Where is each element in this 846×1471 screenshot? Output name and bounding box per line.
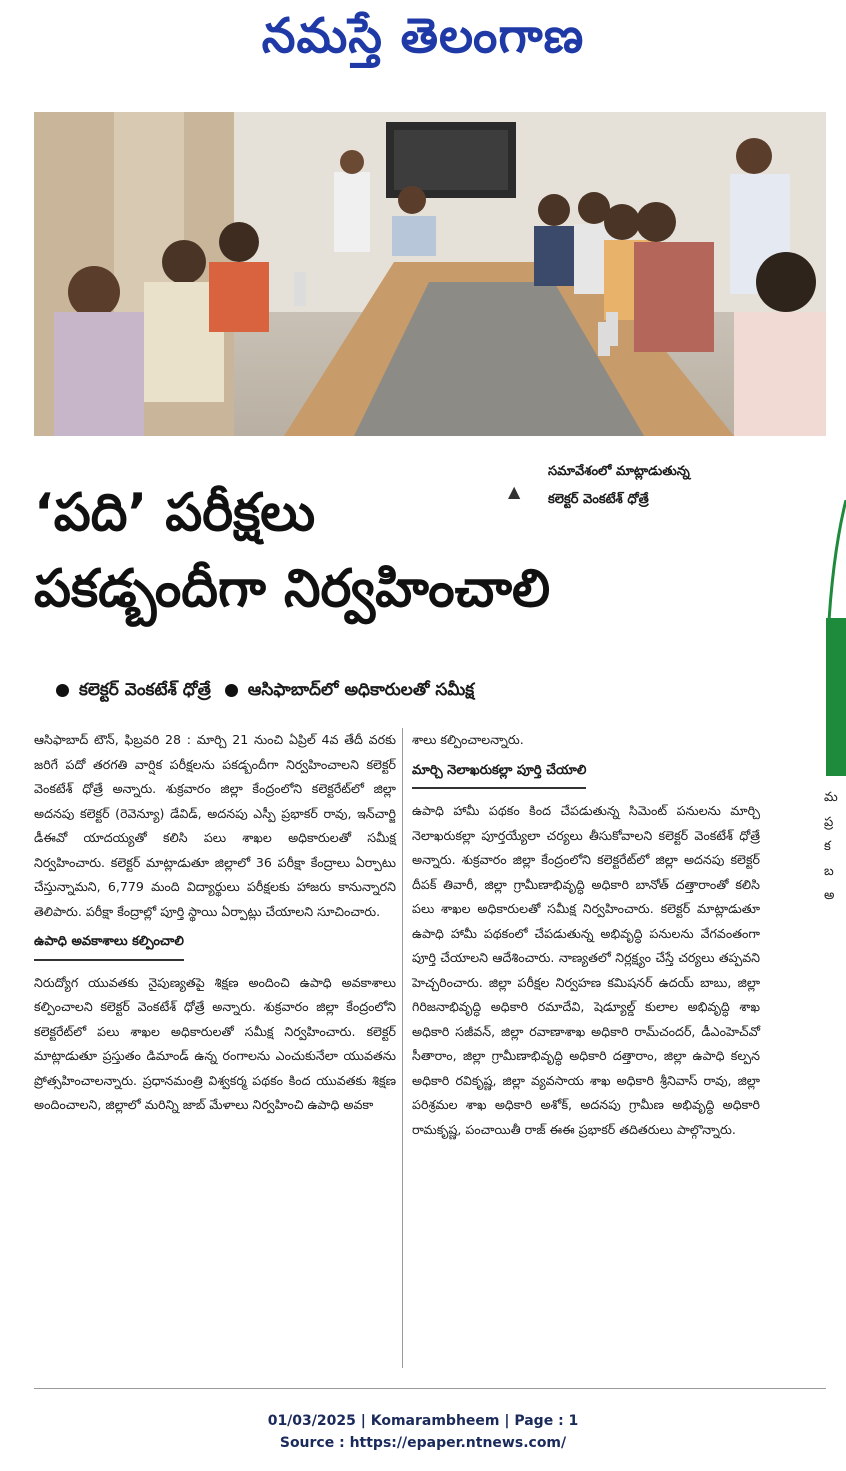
subhead-item xyxy=(56,680,211,704)
masthead-title: నమస్తే తెలంగాణ xyxy=(261,8,585,64)
subhead-text: ఆసిఫాబాద్‌లో అధికారులతో సమీక్ష xyxy=(247,680,475,700)
caption-line-2: కలెక్టర్ వెంకటేశ్ ధోత్రే xyxy=(548,492,649,507)
news-photo xyxy=(34,112,826,436)
section-subhead: మార్చి నెలాఖరుకల్లా పూర్తి చేయాలి xyxy=(412,759,586,790)
adjacent-article-banner xyxy=(826,618,846,776)
footer-edition-info: 01/03/2025 | Komarambheem | Page : 1 xyxy=(267,1413,579,1429)
subhead-item xyxy=(225,680,474,704)
footer-rule xyxy=(34,1388,826,1389)
article-paragraph: నిరుద్యోగ యువతకు నైపుణ్యతపై శిక్షణ అందించి ఉపాధి అవకాశాలు కల్పించాలని కలెక్టర్ వెంకటేశ్ ధోత్రే అన్నారు. శుక్రవారం జిల్లా కేంద్రంలోని కలెక్టరేట్‌లో పలు శాఖల అధికారులతో సమీక్ష నిర్వహించారు. కలెక్టర్ మాట్లాడుతూ ప్రస్తుతం డిమాండ్ ఉన్న రంగాలను ఎంచుకునేలా యువతను ప్రోత్సహించాలన్నారు. ప్రధానమంత్రి విశ్వకర్మ పథకం కింద యువతకు శిక్షణ అందించాలని, జిల్లాలో మరిన్ని జాబ్ మేళాలు నిర్వహించి ఉపాధి అవకా xyxy=(34,974,396,1112)
adjacent-article-fragments xyxy=(824,786,838,909)
bullet-icon xyxy=(225,684,238,697)
fragment-text: అ xyxy=(824,888,835,903)
fragment-text: ప్ర xyxy=(824,814,834,830)
section-subhead: ఉపాధి అవకాశాలు కల్పించాలి xyxy=(34,930,184,961)
headline xyxy=(34,475,794,627)
column-divider xyxy=(402,728,403,1368)
meeting-photo-illustration xyxy=(34,112,826,436)
article-column-left xyxy=(34,728,396,1118)
headline-line-2: పకడ్బందీగా నిర్వహించాలి xyxy=(34,559,551,619)
footer-source[interactable]: Source : https://epaper.ntnews.com/ xyxy=(279,1435,567,1451)
masthead xyxy=(0,6,846,78)
article-paragraph: ఆసిఫాబాద్ టౌన్, ఫిబ్రవరి 28 : మార్చి 21 నుంచి ఏప్రిల్ 4వ తేదీ వరకు జరిగే పదో తరగతి వార్షిక పరీక్షలను పకడ్బందీగా నిర్వహించాలని కలెక్టర్ వెంకటేశ్ ధోత్రే అన్నారు. శుక్రవారం జిల్లా కేంద్రంలోని కలెక్టరేట్‌లో జిల్లా అదనపు కలెక్టర్ (రెవెన్యూ) డేవిడ్, అదనపు ఎస్పీ ప్రభాకర్ రావు, ఇన్‌చార్జి డీఈవో యాదయ్యతో కలిసి పలు శాఖల అధికారులతో సమీక్ష నిర్వహించారు. కలెక్టర్ మాట్లాడుతూ జిల్లాలో 36 పరీక్షా కేంద్రాలు ఏర్పాటు చేస్తున్నామని, 6,779 మంది విద్యార్థులు పరీక్షలకు హాజరు కానున్నారని తెలిపారు. పరీక్షా కేంద్రాల్లో పూర్తి స్థాయి ఏర్పాట్లు చేయాలని సూచించారు. xyxy=(34,732,396,919)
caption-pointer-icon: ▲ xyxy=(508,482,521,501)
article-column-right xyxy=(412,728,760,1142)
subheadings xyxy=(56,680,816,704)
fragment-text: మ xyxy=(824,790,838,805)
fragment-text: బ xyxy=(824,863,834,879)
subhead-text: కలెక్టర్ వెంకటేశ్ ధోత్రే xyxy=(79,680,211,700)
headline-line-1: ‘పది’ పరీక్షలు xyxy=(34,483,316,543)
article-paragraph: ఉపాధి హామీ పథకం కింద చేపడుతున్న సిమెంట్ పనులను మార్చి నెలాఖరుకల్లా పూర్తయ్యేలా చర్యలు తీసుకోవాలని కలెక్టర్ వెంకటేశ్ ధోత్రే అన్నారు. శుక్రవారం జిల్లా కేంద్రంలోని కలెక్టరేట్‌లో జిల్లా అదనపు కలెక్టర్ దీపక్ తివారీ, జిల్లా గ్రామీణాభివృద్ధి అధికారి బానోత్ దత్తారాంతో కలిసి పలు శాఖల అధికారులతో సమీక్ష నిర్వహించారు. కలెక్టర్ మాట్లాడుతూ ఉపాధి హామీ పథకంలో చేపడుతున్న అభివృద్ధి పనులను వేగవంతంగా పూర్తి చేయాలని ఆదేశించారు. నాణ్యతలో నిర్లక్ష్యం చేస్తే చర్యలు తప్పవని హెచ్చరించారు. జిల్లా పరీక్షల నిర్వహణ కమిషనర్ ఉదయ్ బాబు, జిల్లా గిరిజనాభివృద్ధి అధికారి రమాదేవి, షెడ్యూల్డ్ కులాల అభివృద్ధి శాఖ అధికారి సజీవన్, జిల్లా రవాణాశాఖ అధికారి రామ్‌చందర్, డీఎంహెచ్‌వో సీతారాం, జిల్లా గ్రామీణాభివృద్ధి అధికారి దత్తారాం, జిల్లా ఉపాధి కల్పన అధికారి రవికృష్ణ, జిల్లా వ్యవసాయ శాఖ అధికారి శ్రీనివాస్ రావు, జిల్లా పరిశ్రమల శాఖ అధికారి అశోక్, అదనపు గ్రామీణ అభివృద్ధి అధికారి రామకృష్ణ, పంచాయితీ రాజ్ ఈఈ ప్రభాకర్ తదితరులు పాల్గొన్నారు. xyxy=(412,803,760,1137)
article-paragraph: శాలు కల్పించాలన్నారు. xyxy=(412,732,524,747)
page-footer xyxy=(0,1410,846,1454)
fragment-text: క xyxy=(824,839,831,854)
caption-line-1: సమావేశంలో మాట్లాడుతున్న xyxy=(548,464,690,479)
bullet-icon xyxy=(56,684,69,697)
